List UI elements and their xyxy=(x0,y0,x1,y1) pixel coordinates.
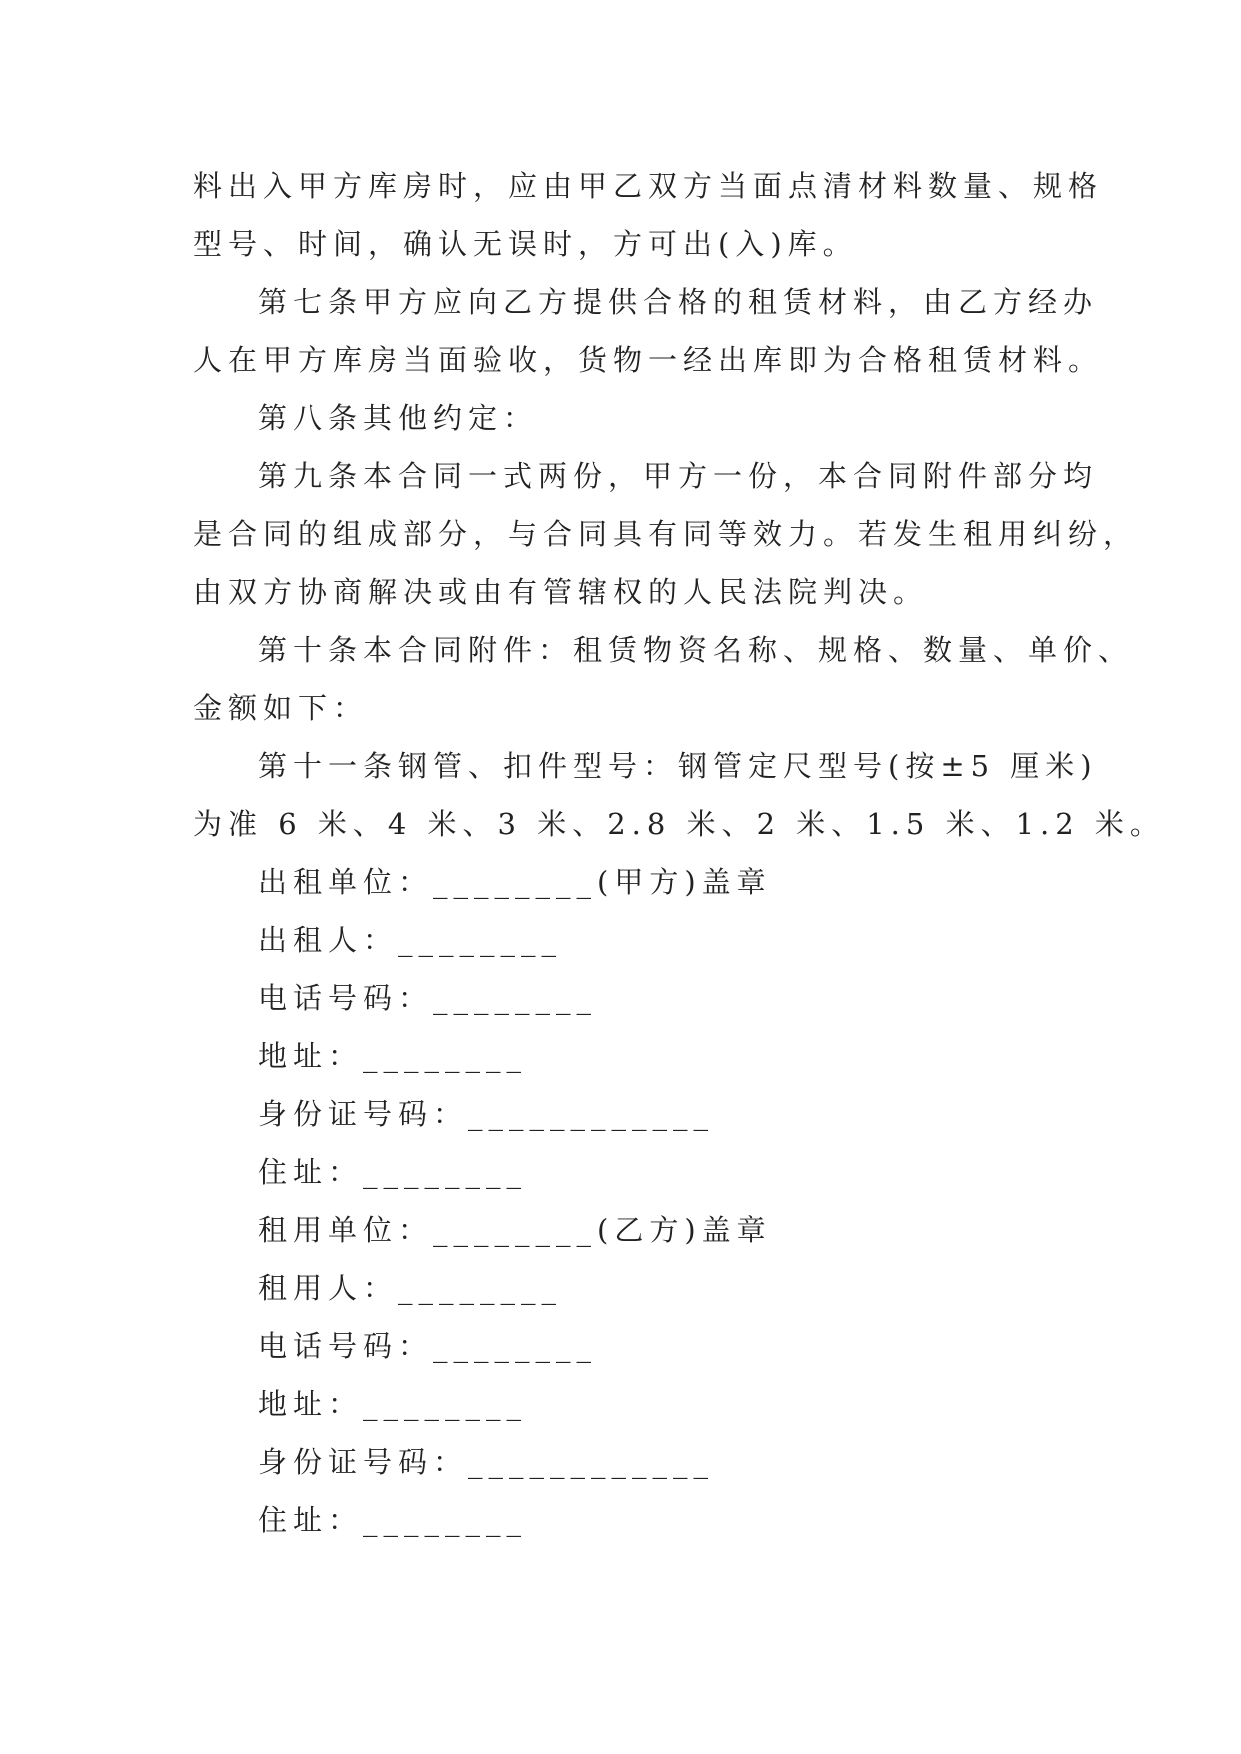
lessee-id-number-field: 身份证号码：____________ xyxy=(258,1445,715,1479)
clause-6-line-1: 料出入甲方库房时，应由甲乙双方当面点清材料数量、规格 xyxy=(193,169,1104,203)
lessee-person-field: 租用人：________ xyxy=(258,1271,563,1305)
clause-9-line-2: 是合同的组成部分，与合同具有同等效力。若发生租用纠纷， xyxy=(193,517,1139,551)
clause-8: 第八条其他约定： xyxy=(258,401,539,435)
clause-9-line-3: 由双方协商解决或由有管辖权的人民法院判决。 xyxy=(193,575,929,609)
clause-7-line-2: 人在甲方库房当面验收，货物一经出库即为合格租赁材料。 xyxy=(193,343,1104,377)
lessee-address-field: 地址：________ xyxy=(258,1387,528,1421)
lessee-unit-field: 租用单位：________(乙方)盖章 xyxy=(258,1213,772,1247)
lessor-id-number-field: 身份证号码：____________ xyxy=(258,1097,715,1131)
clause-9-line-1: 第九条本合同一式两份，甲方一份，本合同附件部分均 xyxy=(258,459,1099,493)
lessor-person-field: 出租人：________ xyxy=(258,923,563,957)
clause-11-line-2: 为准 6 米、4 米、3 米、2.8 米、2 米、1.5 米、1.2 米。 xyxy=(193,807,1165,841)
lessor-address-field: 地址：________ xyxy=(258,1039,528,1073)
lessor-residence-field: 住址：________ xyxy=(258,1155,528,1189)
lessor-phone-field: 电话号码：________ xyxy=(258,981,598,1015)
clause-10-line-2: 金额如下： xyxy=(193,691,369,725)
lessor-unit-field: 出租单位：________(甲方)盖章 xyxy=(258,865,772,899)
clause-11-line-1: 第十一条钢管、扣件型号：钢管定尺型号(按±5 厘米) xyxy=(258,749,1098,783)
clause-10-line-1: 第十条本合同附件：租赁物资名称、规格、数量、单价、 xyxy=(258,633,1134,667)
clause-7-line-1: 第七条甲方应向乙方提供合格的租赁材料，由乙方经办 xyxy=(258,285,1099,319)
clause-6-line-2: 型号、时间，确认无误时，方可出(入)库。 xyxy=(193,227,858,261)
lessee-phone-field: 电话号码：________ xyxy=(258,1329,598,1363)
lessee-residence-field: 住址：________ xyxy=(258,1503,528,1537)
